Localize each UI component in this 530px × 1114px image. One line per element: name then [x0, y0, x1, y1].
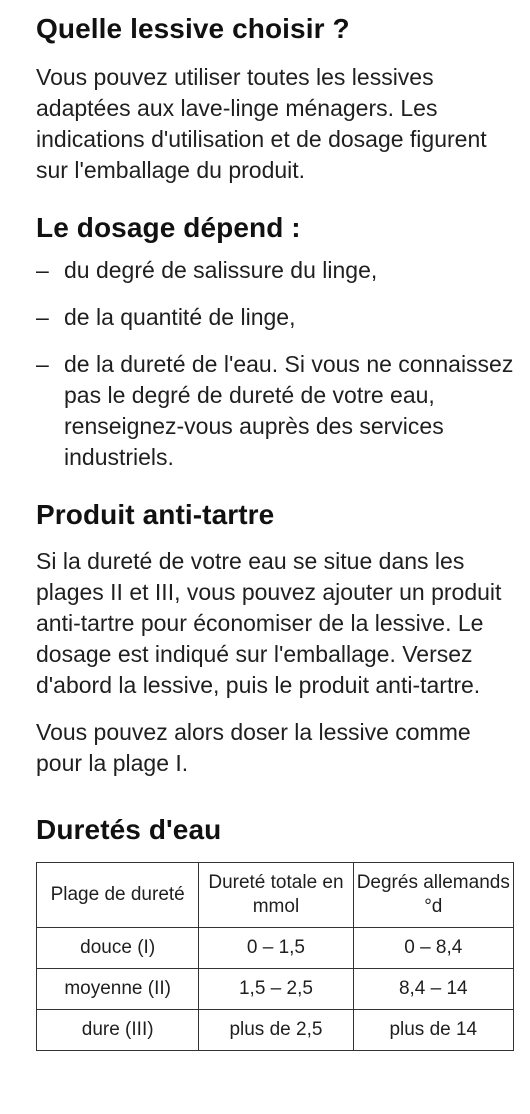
- section-body-anti-scale-2: Vous pouvez alors doser la lessive comme pour la plage I.: [36, 719, 471, 776]
- table-cell: plus de 2,5: [199, 1010, 353, 1051]
- column-header: Plage de dureté: [37, 863, 199, 928]
- section-title-dosage: Le dosage dépend :: [36, 212, 301, 243]
- dosage-list: [36, 255, 516, 473]
- list-item-text: de la dureté de l'eau. Si vous ne connaissez pas le degré de dureté de votre eau, renseignez-vous auprès des services industriels.: [64, 351, 514, 470]
- section-body-anti-scale: Si la dureté de votre eau se situe dans les plages II et III, vous pouvez ajouter un produit anti-tartre pour économiser de la lessive. Le dosage est indiqué sur l'emballage. Versez d'abord la lessive, puis le produit anti-tartre.: [36, 548, 502, 698]
- table-cell: 0 – 1,5: [199, 928, 353, 969]
- table-cell: douce (I): [37, 928, 199, 969]
- table-cell: 1,5 – 2,5: [199, 969, 353, 1010]
- table-cell: 8,4 – 14: [353, 969, 513, 1010]
- document-page: [36, 12, 516, 1051]
- list-item-text: du degré de salissure du linge,: [64, 257, 378, 283]
- dash-bullet-icon: –: [36, 257, 49, 283]
- list-item: [36, 349, 516, 473]
- table-header-row: [37, 863, 514, 928]
- dash-bullet-icon: –: [36, 304, 49, 330]
- list-item: [36, 255, 516, 286]
- table-cell: plus de 14: [353, 1010, 513, 1051]
- section-title-detergent: Quelle lessive choisir ?: [36, 13, 350, 44]
- table-cell: dure (III): [37, 1010, 199, 1051]
- water-hardness-table: [36, 862, 514, 1051]
- section-title-anti-scale: Produit anti-tartre: [36, 499, 275, 530]
- table-row: [37, 1010, 514, 1051]
- dash-bullet-icon: –: [36, 351, 49, 377]
- table-cell: 0 – 8,4: [353, 928, 513, 969]
- list-item: [36, 302, 516, 333]
- section-title-water-hardness: Duretés d'eau: [36, 814, 222, 845]
- table-row: [37, 928, 514, 969]
- table-row: [37, 969, 514, 1010]
- column-header: Degrés allemands °d: [353, 863, 513, 928]
- column-header: Dureté totale en mmol: [199, 863, 353, 928]
- section-body-detergent: Vous pouvez utiliser toutes les lessives adaptées aux lave-linge ménagers. Les indications d'utilisation et de dosage figurent sur l'emballage du produit.: [36, 64, 487, 183]
- table-cell: moyenne (II): [37, 969, 199, 1010]
- list-item-text: de la quantité de linge,: [64, 304, 296, 330]
